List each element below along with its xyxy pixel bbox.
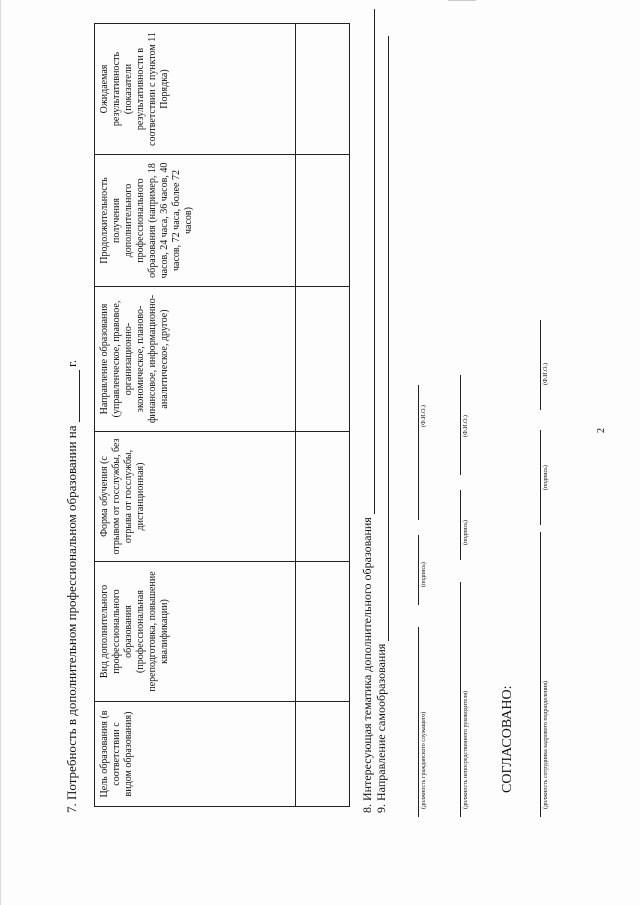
signature-line-position-1 (418, 627, 419, 817)
header-cell-form: Форма обучения (с отрывом от госслужбы, без отрыва от госслужбы, дистанционная) (95, 431, 295, 561)
item7-suffix: г. (64, 359, 79, 367)
signature-line-sign-3 (540, 430, 541, 525)
table-cell (296, 24, 349, 154)
signature-caption-position-3: (должность сотрудника кадрового подразделения) (543, 681, 549, 809)
signature-caption-name-3: (Ф.И.О.) (543, 363, 549, 385)
signature-line-name-1 (418, 385, 419, 520)
signature-caption-sign-1: (подпись) (421, 562, 427, 587)
item9-line (374, 36, 389, 813)
item9-blank (376, 36, 389, 641)
header-cell-duration: Продолжительность получения дополнительного профессионального образования (например, 18 часов, 24 часа, 36 часов, 40 часов, 72 часа, более 72 часов) (95, 154, 295, 286)
scan-mark-top (448, 0, 476, 1)
header-cell-goal: Цель образования (в соответствии с видом образования) (95, 701, 295, 806)
table-row (296, 24, 349, 806)
table-cell (296, 701, 349, 806)
signature-caption-sign-2: (подпись) (463, 520, 469, 545)
table-header-row (95, 24, 296, 806)
education-needs-table (94, 23, 350, 807)
signature-caption-position-2: (должность непосредственного руководителя) (463, 691, 469, 809)
page-number: 2 (596, 428, 607, 433)
header-cell-direction: Направление образования (управленческое, правовое, организационно-экономическое, планово-финансовое, информационно-аналитическое, другое) (95, 286, 295, 431)
scan-edge-left (0, 0, 1, 905)
item8-line (360, 9, 375, 813)
signature-line-sign-2 (460, 490, 461, 560)
item7-heading (64, 360, 80, 813)
header-cell-result: Ожидаемая результативность (показатели результативности в соответствии с пунктом 11 Порядка) (99, 32, 170, 146)
item7-text: 7. Потребность в дополнительном профессиональном образовании на (64, 425, 79, 813)
item7-year-blank (67, 370, 80, 422)
signature-line-position-2 (460, 582, 461, 817)
table-cell (296, 286, 349, 431)
signature-line-name-3 (540, 320, 541, 410)
item9-text: 9. Направление самообразования (374, 643, 388, 813)
signature-line-sign-1 (418, 535, 419, 605)
signature-caption-sign-3: (подпись) (543, 465, 549, 490)
table-cell (296, 154, 349, 286)
signature-caption-name-2: (Ф.И.О.) (463, 415, 469, 437)
item8-text: 8. Интересующая тематика дополнительного образования (360, 517, 374, 813)
signature-caption-name-1: (Ф.И.О.) (421, 405, 427, 427)
agreed-label: СОГЛАСОВАНО: (500, 685, 515, 793)
table-cell (296, 561, 349, 701)
signature-line-position-3 (540, 532, 541, 817)
table-cell (296, 431, 349, 561)
header-cell-type: Вид дополнительного профессионального образования (профессиональная переподготовка, повышение квалификации) (95, 561, 295, 701)
signature-line-name-2 (460, 375, 461, 475)
signature-caption-position-1: (должность гражданского служащего) (421, 711, 427, 809)
